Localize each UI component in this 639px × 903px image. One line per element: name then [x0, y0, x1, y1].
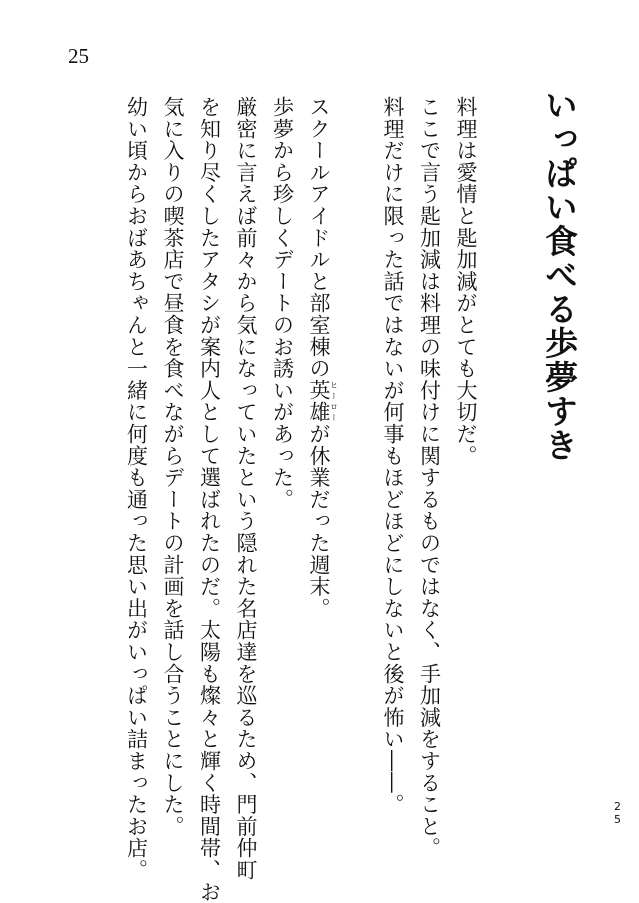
paragraph: 幼い頃からおばあちゃんと一緒に何度も通った思い出がいっぱい詰まったお店。 — [124, 96, 149, 881]
ruby-word — [307, 379, 339, 424]
paragraph: 歩夢から珍しくデートのお誘いがあった。 — [270, 96, 295, 511]
paragraph: ここで言う匙加減は料理の味付けに関するものではなく、手加減をすること。 — [417, 96, 442, 859]
paragraph: 厳密に言えば前々から気になっていたという隠れた名店達を巡るため、門前仲町 — [234, 96, 258, 881]
paragraph-with-ruby — [301, 96, 339, 856]
ruby-base: 英雄 — [307, 379, 331, 424]
side-page-number: 25 — [611, 800, 624, 826]
body-text — [90, 96, 484, 903]
ruby-line-before: スクールアイドルと部室棟の — [307, 96, 331, 380]
ruby-line-after: が休業だった週末。 — [307, 423, 331, 620]
paragraph: 料理だけに限った話ではないが何事もほどほどにしないと後が怖い――。 — [381, 96, 405, 816]
paragraph: 気に入りの喫茶店で昼食を食べながらデートの計画を話し合うことにした。 — [161, 96, 185, 838]
ruby-reading: ヒーロー — [329, 379, 339, 423]
page-number: 25 — [68, 44, 89, 68]
paragraph: 料理は愛情と匙加減がとても大切だ。 — [454, 96, 478, 467]
paragraph: を知り尽くしたアタシが案内人として選ばれたのだ。太陽も燦々と輝く時間帯、お — [197, 96, 222, 903]
chapter-title: いっぱい食べる歩夢すき — [540, 88, 579, 462]
